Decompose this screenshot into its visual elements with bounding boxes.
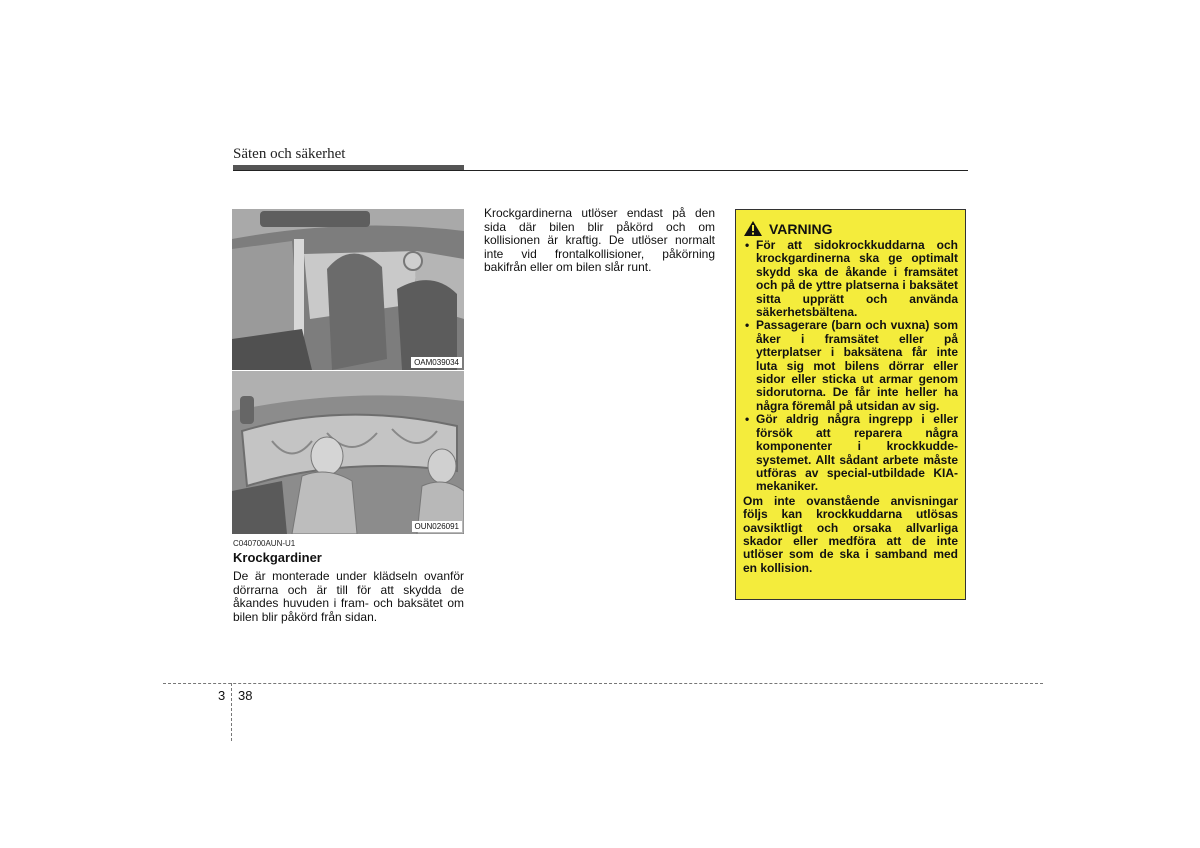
warning-item [743, 413, 958, 493]
warning-item-text: Passagerare (barn och vuxna) som åker i framsätet eller på ytterplatser i baksätena får inte luta sig mot bilens dörrar eller sidor eller sticka ut armar genom sidorutorna. De får inte heller ha några föremål på utsidan av sig. [756, 318, 958, 413]
running-header-title: Säten och säkerhet [233, 146, 346, 162]
section-paragraph: De är monterade under klädseln ovanför dörrarna och är till för att skydda de åkandes huvuden i fram- och baksätet om bilen blir påkörd från sidan. [233, 569, 464, 624]
footer-dashed-divider [231, 683, 232, 741]
figure-code-1: OAM039034 [411, 357, 462, 368]
middle-paragraph: Krockgardinerna utlöser endast på den sida där bilen blir påkörd och om kollisionen är kraftig. De utlöser normalt inte vid frontalkollisioner, påkörning bakifrån eller om bilen slår runt. [484, 206, 715, 275]
bullet: • [745, 318, 750, 333]
warning-box [735, 209, 966, 600]
warning-item [743, 319, 958, 413]
warning-footer: Om inte ovanstående anvisningar följs kan krockkuddarna utlösas oavsiktligt och orsaka allvarliga skador eller medföra att de inte utlöser som de ska i samband med en kollision. [743, 493, 958, 575]
interior-illustration-top [232, 209, 464, 370]
curtain-airbag-photo [232, 371, 464, 534]
header-rule [233, 170, 968, 171]
bullet: • [745, 412, 750, 427]
footer-dashed-rule [163, 683, 1043, 684]
warning-title: VARNING [769, 220, 833, 237]
warning-item-text: För att sidokrockkuddarna och krockgardinerna ska ge optimalt skydd ska de åkande i framsätet och på de yttre platserna i baksätet sitta upprätt och använda säkerhetsbältena. [756, 238, 958, 320]
warning-triangle-icon [743, 220, 763, 237]
warning-item [743, 239, 958, 319]
warning-item-text: Gör aldrig några ingrepp i eller försök att reparera några komponenter i krockkudde-systemet. Allt sådant arbete måste utföras av special-utbildade KIA-mekaniker. [756, 412, 958, 494]
page-number: 38 [238, 688, 253, 703]
section-ref-code: C040700AUN-U1 [233, 539, 296, 548]
figure-code-2: OUN026091 [412, 521, 462, 532]
warning-list [743, 239, 958, 494]
bullet: • [745, 238, 750, 252]
chapter-number: 3 [218, 688, 226, 703]
interior-photo-top [232, 209, 464, 370]
curtain-airbag-illustration [232, 371, 464, 534]
section-heading: Krockgardiner [233, 550, 322, 565]
warning-header [743, 220, 958, 237]
